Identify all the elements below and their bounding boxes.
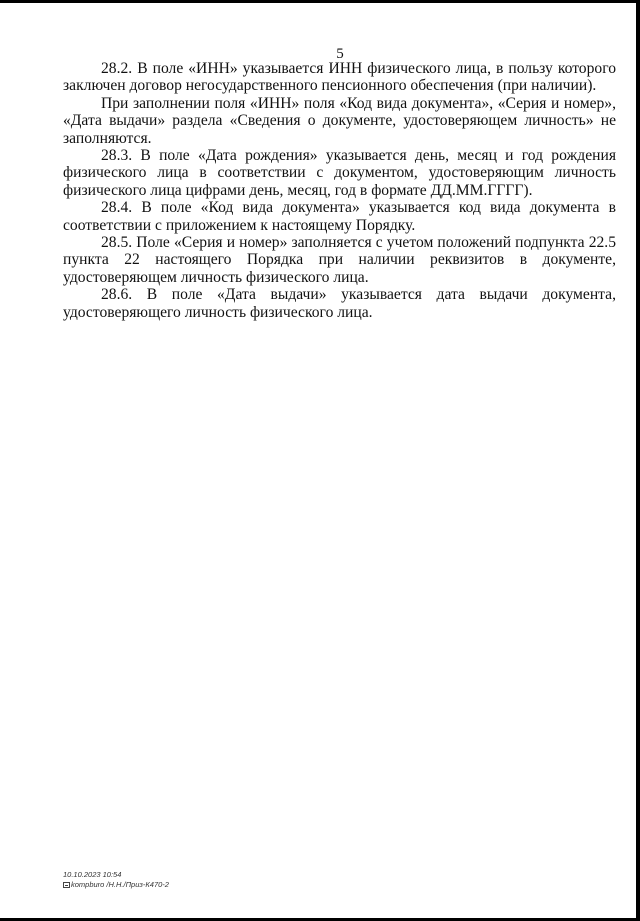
paragraph-28-5: 28.5. Поле «Серия и номер» заполняется с учетом положений подпункта 22.5 пункта 22 настоящего Порядка при наличии реквизитов в документе, удостоверяющем личность физического лица. bbox=[63, 234, 616, 286]
paragraph-28-2: 28.2. В поле «ИНН» указывается ИНН физического лица, в пользу которого заключен договор негосударственного пенсионного обеспечения (при наличии). bbox=[63, 60, 616, 95]
paragraph-28-3: 28.3. В поле «Дата рождения» указывается день, месяц и год рождения физического лица в соответствии с документом, удостоверяющим личность физического лица цифрами день, месяц, год в формате ДД.ММ.ГГГГ). bbox=[63, 147, 616, 199]
document-body bbox=[63, 60, 616, 321]
document-icon bbox=[63, 882, 70, 888]
page-number: 5 bbox=[336, 46, 344, 62]
paragraph-28-4: 28.4. В поле «Код вида документа» указывается код вида документа в соответствии с приложением к настоящему Порядку. bbox=[63, 199, 616, 234]
footer-timestamp: 10.10.2023 10:54 bbox=[63, 870, 122, 879]
paragraph-28-6: 28.6. В поле «Дата выдачи» указывается дата выдачи документа, удостоверяющего личность физического лица. bbox=[63, 286, 616, 321]
paragraph-28-2-note: При заполнении поля «ИНН» поля «Код вида документа», «Серия и номер», «Дата выдачи» раздела «Сведения о документе, удостоверяющем личность» не заполняются. bbox=[63, 94, 616, 147]
footer-reference: kompburo /Н.Н./Приз-К470-2 bbox=[71, 880, 169, 889]
document-footer bbox=[63, 870, 169, 890]
footer-reference-line bbox=[63, 880, 169, 890]
